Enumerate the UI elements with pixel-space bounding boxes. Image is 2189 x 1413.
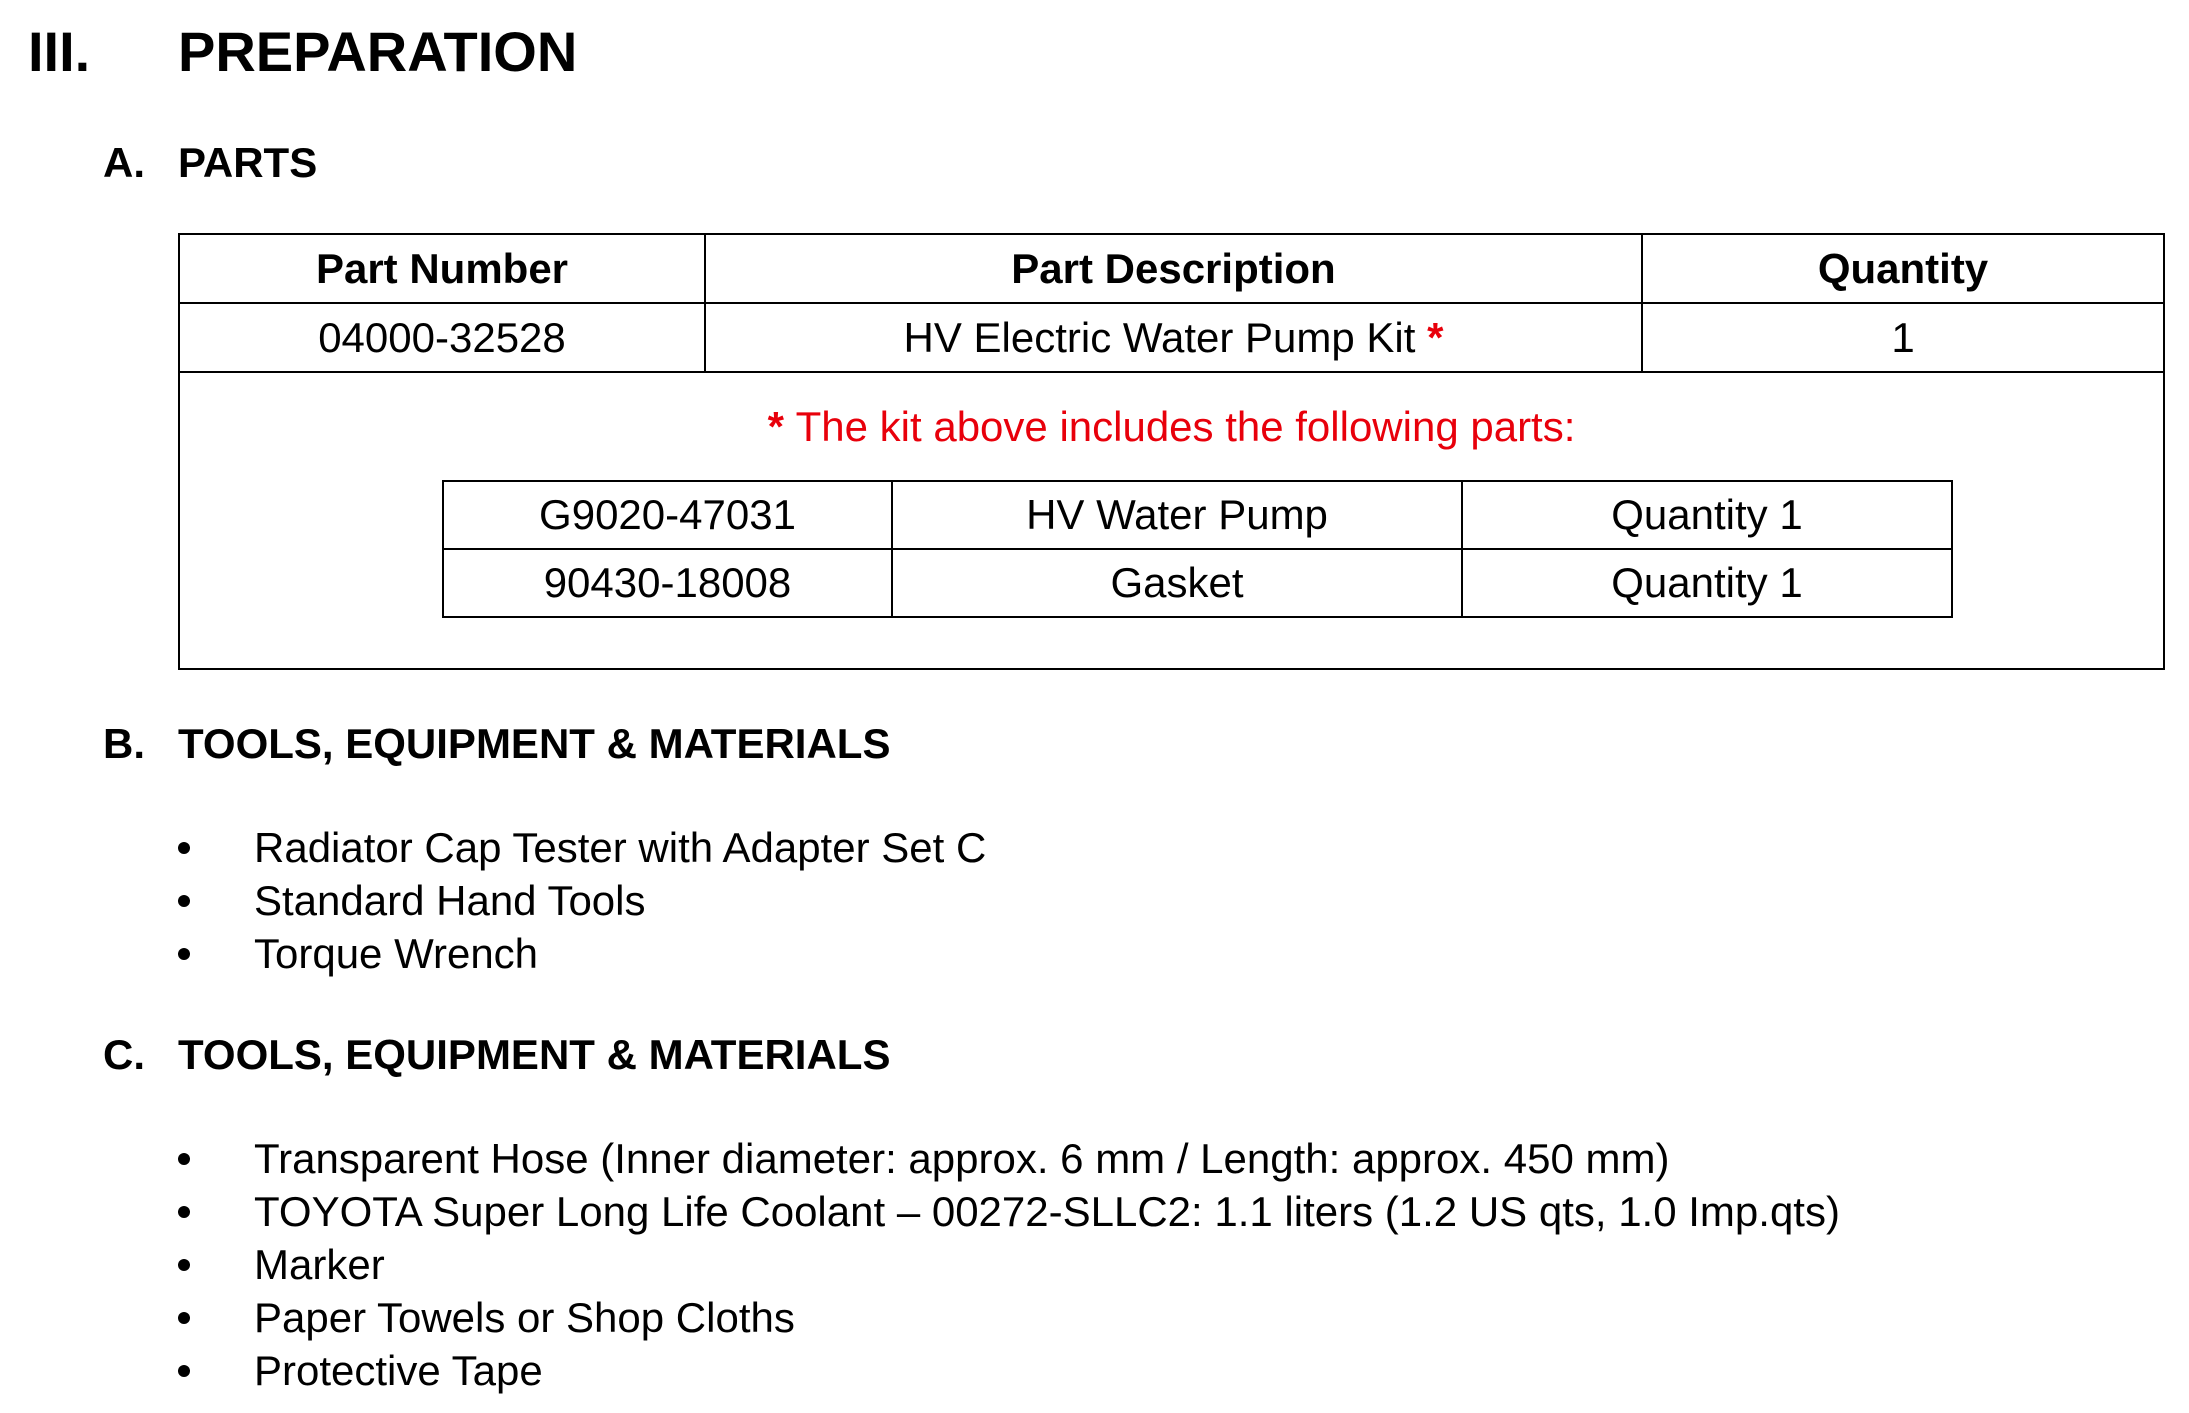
list-item — [178, 1344, 1840, 1397]
kit-part-number: 04000-32528 — [318, 313, 566, 361]
kit-note — [180, 397, 2163, 457]
list-item — [178, 874, 986, 927]
tools-b-heading: TOOLS, EQUIPMENT & MATERIALS — [178, 720, 891, 767]
bullet-icon — [178, 842, 190, 854]
bullet-icon — [178, 1153, 190, 1165]
list-item-text: Marker — [254, 1241, 385, 1288]
kit-asterisk: * — [1427, 313, 1444, 361]
kit-item-part-number: 90430-18008 — [543, 559, 792, 606]
kit-note-asterisk: * — [767, 403, 784, 450]
kit-item-description: HV Water Pump — [1026, 491, 1328, 538]
bullet-icon — [178, 1365, 190, 1377]
tools-b-heading-letter: B. — [103, 720, 145, 767]
parts-heading-letter: A. — [103, 139, 145, 186]
kit-description-cell — [706, 304, 1641, 371]
kit-description: HV Electric Water Pump Kit — [903, 313, 1416, 361]
section-number: III. — [28, 20, 91, 83]
list-item-text: Radiator Cap Tester with Adapter Set C — [254, 824, 987, 871]
section-title: PREPARATION — [178, 20, 578, 83]
list-item — [178, 1291, 1840, 1344]
kit-item-quantity: Quantity 1 — [1611, 491, 1803, 538]
bullet-icon — [178, 1312, 190, 1324]
bullet-icon — [178, 1206, 190, 1218]
list-item — [178, 1238, 1840, 1291]
parts-heading: PARTS — [178, 139, 318, 186]
bullet-icon — [178, 1259, 190, 1271]
kit-item-description: Gasket — [1110, 559, 1244, 606]
kit-contents-table — [442, 480, 1953, 618]
header-part-description: Part Description — [1011, 244, 1336, 292]
list-item-text: Protective Tape — [254, 1347, 543, 1394]
list-item-text: TOYOTA Super Long Life Coolant – 00272-SLLC2: 1.1 liters (1.2 US qts, 1.0 Imp.qts) — [254, 1188, 1840, 1235]
kit-item-quantity: Quantity 1 — [1611, 559, 1803, 606]
list-item-text: Standard Hand Tools — [254, 877, 646, 924]
bullet-icon — [178, 895, 190, 907]
header-part-number: Part Number — [315, 244, 569, 292]
list-item — [178, 927, 986, 980]
list-item-text: Paper Towels or Shop Cloths — [254, 1294, 795, 1341]
kit-note-text: The kit above includes the following parts: — [795, 403, 1576, 450]
kit-quantity: 1 — [1891, 313, 1915, 361]
tools-b-list — [178, 821, 986, 980]
list-item-text: Transparent Hose (Inner diameter: approx. 6 mm / Length: approx. 450 mm) — [254, 1135, 1670, 1182]
list-item — [178, 1132, 1840, 1185]
parts-table-row-divider — [180, 371, 2163, 373]
kit-item-part-number: G9020-47031 — [539, 491, 796, 538]
list-item — [178, 821, 986, 874]
bullet-icon — [178, 948, 190, 960]
list-item — [178, 1185, 1840, 1238]
tools-c-heading-letter: C. — [103, 1031, 145, 1078]
tools-c-heading: TOOLS, EQUIPMENT & MATERIALS — [178, 1031, 891, 1078]
list-item-text: Torque Wrench — [254, 930, 539, 977]
header-quantity: Quantity — [1817, 244, 1989, 292]
tools-c-list — [178, 1132, 1840, 1397]
parts-table — [178, 233, 2165, 670]
